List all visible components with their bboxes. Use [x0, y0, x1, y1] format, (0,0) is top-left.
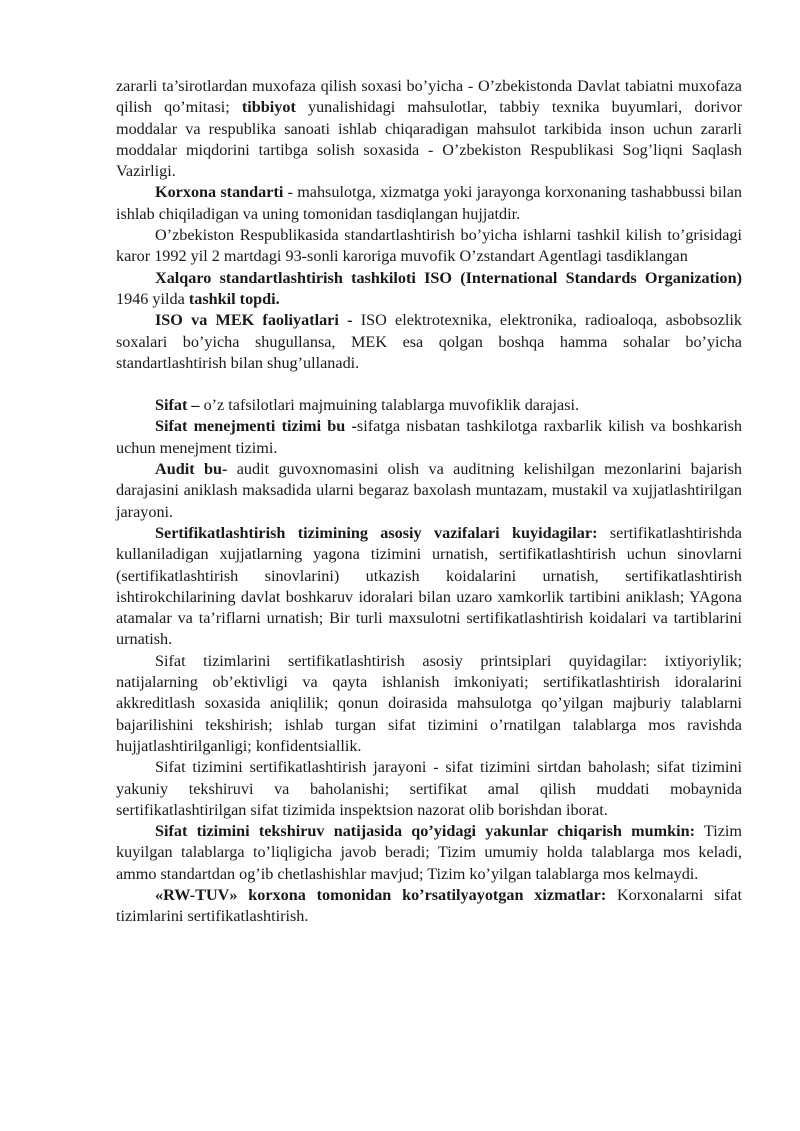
text: sertifikatlashtirishda kullaniladigan xujjatlarning yagona tizimini urnatish, sertifikatlashtirish uchun sinovlarni (sertifikatlashtirish sinovlarini) utkazish koidalarini urnatish, sertifikatlashtirish ishtirokchilarining davlat boshkaruv idoralari bilan uzaro xamkorlik tartibini aniklash; YAgona atamalar va ta’riflarni urnatish; Bir turli maxsulotni sertifikatlashtirish koidalari va tartiblarini urnatish. — [116, 523, 742, 649]
bold-term: Xalqaro standartlashtirish tashkiloti ISO (International Standards Organization) — [155, 268, 742, 287]
paragraph-quality-definition — [116, 395, 742, 416]
text: O’zbekiston Respublikasida standartlashtirish bo’yicha ishlarni tashkil kilish to’grisidagi karor 1992 yil 2 martdagi 93-sonli karoriga muvofik O’zstandart Agentlagi tasdiklangan — [116, 226, 742, 266]
text: Sifat tizimini sertifikatlashtirish jarayoni - sifat tizimini sirtdan baholash; sifat tizimini yakuniy tekshiruvi va baholanishi; sertifikat amal qilish muddati mobaynida sertifikatlashtirilgan sifat tizimida inspektsion nazorat olib borishdan iborat. — [116, 758, 742, 819]
bold-term: Sertifikatlashtirish tizimining asosiy vazifalari kuyidagilar: — [155, 523, 598, 542]
paragraph-spacer — [116, 374, 742, 395]
text: sifatga nisbatan tashkilotga raxbarlik kilish va boshkarish uchun menejment tizimi. — [116, 417, 743, 457]
text: zararli ta’sirotlardan muxofaza qilish soxasi bo’yicha - O’zbekistonda Davlat tabiatni muxofaza qilish qo’mitasi; — [116, 77, 742, 117]
bold-term: ISO va MEK faoliyatlari - — [155, 311, 353, 330]
paragraph-uzstandart-decree — [116, 225, 742, 268]
bold-term: Sifat menejmenti tizimi bu - — [155, 417, 357, 436]
paragraph-certification-principles — [116, 651, 742, 757]
paragraph-inspection-conclusions — [116, 821, 742, 885]
text: Tizim kuyilgan talablarga to’liqligicha javob beradi; Tizim umumiy holda talablarga mos keladi, ammo standartdan og’ib chetlashishlar mavjud; Tizim ko’yilgan talablarga mos kelmaydi. — [116, 822, 743, 883]
paragraph-certification-process — [116, 757, 742, 821]
paragraph-ecology-health-authorities — [116, 76, 742, 182]
paragraph-quality-management-system — [116, 416, 742, 459]
paragraph-audit-definition — [116, 459, 742, 523]
document-page — [116, 76, 742, 928]
bold-term: Korxona standarti — [155, 183, 284, 202]
text: Sifat tizimlarini sertifikatlashtirish asosiy printsiplari quyidagilar: ixtiyoriylik; natijalarning ob’ektivligi va qayta ishlanish imkoniyati; sertifikatlashtirish idoralarini akkreditlash soxasida aniqlilik; qonun doirasida mahsulotga qo’yilgan majburiy talablarni bajarilishini tekshirish; ishlab turgan sifat tizimini o’rnatilgan talablarga mos ravishda hujjatlashtirilganligi; konfidentsiallik. — [116, 651, 742, 755]
bold-term: «RW-TUV» korxona tomonidan ko’rsatilyayotgan xizmatlar: — [155, 885, 607, 904]
paragraph-iso-mek-activities — [116, 310, 742, 374]
text: Korxonalarni sifat tizimlarini sertifikatlashtirish. — [116, 885, 742, 926]
text: 1946 yilda — [116, 289, 189, 308]
paragraph-enterprise-standard — [116, 182, 742, 225]
text: ISO elektrotexnika, elektronika, radioaloqa, asbobsozlik soxalari bo’yicha shugullansa, MEK esa qolgan boshqa hamma sohalar bo’yicha standartlashtirish bilan shug’ullanadi. — [116, 311, 743, 372]
bold-term: Sifat tizimini tekshiruv natijasida qo’yidagi yakunlar chiqarish mumkin: — [155, 822, 695, 841]
text: yunalishidagi mahsulotlar, tabbiy texnika buyumlari, dorivor moddalar va respublika sanoati ishlab chiqaradigan mahsulot tarkibida inson uchun zararli moddalar miqdorini tartibga solish soxasida - O’zbekiston Respublikasi Sog’liqni Saqlash Vazirligi. — [116, 98, 742, 181]
bold-term: Sifat – — [155, 396, 200, 415]
bold-term: tashkil topdi. — [188, 289, 280, 308]
text: - mahsulotga, xizmatga yoki jarayonga korxonaning tashabbussi bilan ishlab chiqiladigan va uning tomonidan tasdiqlangan hujjatdir. — [116, 183, 742, 223]
text: audit guvoxnomasini olish va auditning kelishilgan mezonlarini bajarish darajasini aniklash maksadida ularni begaraz baxolash muntazam, mustakil va xujjatlashtirilgan jarayoni. — [116, 460, 742, 521]
bold-term: tibbiyot — [241, 98, 296, 117]
paragraph-iso-founded — [116, 268, 742, 311]
paragraph-certification-tasks — [116, 523, 742, 651]
paragraph-rw-tuv-services — [116, 885, 742, 928]
bold-term: Audit bu- — [155, 460, 228, 479]
text: o’z tafsilotlari majmuining talablarga muvofiklik darajasi. — [199, 396, 580, 415]
